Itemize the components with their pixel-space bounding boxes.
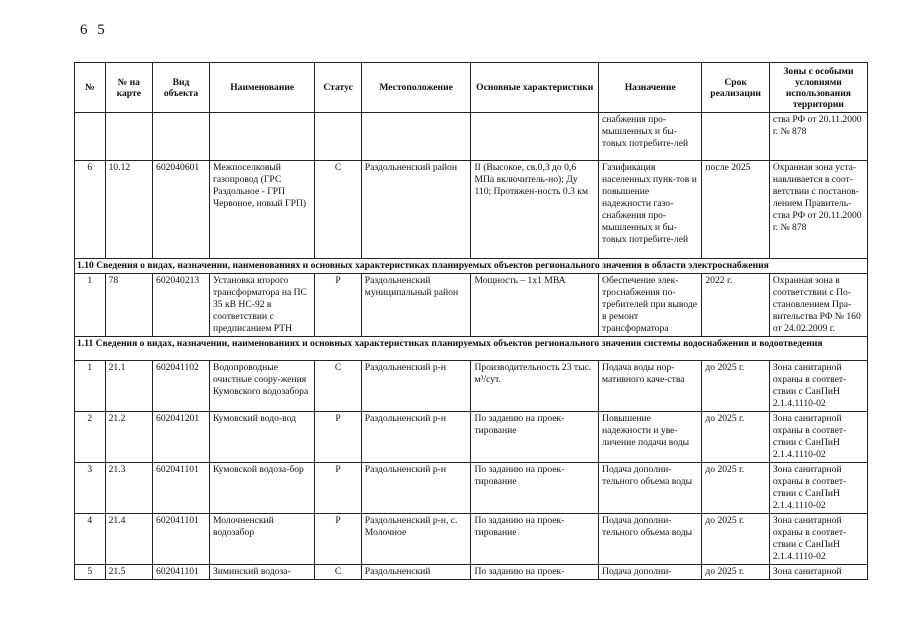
cell-name: Установка второго трансформатора на ПС 35 кВ НС-92 в соответствии с предписанием РТН (209, 274, 314, 337)
cell-kind: 602040601 (153, 161, 210, 259)
header-cell: Местоположение (361, 63, 471, 113)
cell-purpose: Повышение надежности и уве-личение подачи воды (599, 412, 702, 463)
cell-term: до 2025 г. (702, 361, 769, 412)
cell-name: Кумовской водоза-бор (209, 463, 314, 514)
cell-name: Межпоселковый газопровод (ГРС Раздольное - ГРП Червоное, новый ГРП) (209, 161, 314, 259)
cell-chars: По заданию на проек- (471, 565, 599, 580)
cell-chars: По заданию на проек-тирование (471, 514, 599, 565)
cell-chars: Мощность – 1х1 МВА (471, 274, 599, 337)
cell-zones: Зона санитарной охраны в соответ-ствии с СанПиН 2.1.4.1110-02 (769, 463, 867, 514)
header-cell: Зоны с особыми условиями использования территории (769, 63, 867, 113)
cell-status: Р (315, 514, 361, 565)
cell-n: 1 (75, 274, 106, 337)
header-cell: Назначение (599, 63, 702, 113)
cell-status: Р (315, 412, 361, 463)
cell-n: 5 (75, 565, 106, 580)
cell-name: Кумовский водо-вод (209, 412, 314, 463)
cell-purpose: Подача дополни-тельного объема воды (599, 514, 702, 565)
cell-location: Раздольненский р-н (361, 412, 471, 463)
cell-purpose: Обеспечение элек-троснабжения по-требителей при выводе в ремонт трансформатора (599, 274, 702, 337)
cell-location: Раздольненский район (361, 161, 471, 259)
cell-location: Раздольненский муниципальный район (361, 274, 471, 337)
cell-zones: Охранная зона в соответствии с По-становлением Пра-вительства РФ № 160 от 24.02.2009 г. (769, 274, 867, 337)
cell-zones: ства РФ от 20.11.2000 г. № 878 (769, 113, 867, 161)
cell-n: 2 (75, 412, 106, 463)
cell-status: С (315, 565, 361, 580)
cell-kind: 602041201 (153, 412, 210, 463)
cell-purpose: Газификация населенных пунк-тов и повышение надежности газо-снабжения про-мышленных и бы-товых потребите-лей (599, 161, 702, 259)
cell-location: Раздольненский р-н, с. Молочное (361, 514, 471, 565)
cell-purpose: Подача дополни- (599, 565, 702, 580)
cell-map: 21.5 (105, 565, 152, 580)
table-header-row (75, 63, 868, 113)
cell-zones: Охранная зона уста-навливается в соот-ветствии с постанов-лением Правитель-ства РФ от 20.11.2000 г. № 878 (769, 161, 867, 259)
header-cell: Срок реализации (702, 63, 769, 113)
cell-n: 3 (75, 463, 106, 514)
cell-name: Зиминский водоза- (209, 565, 314, 580)
header-cell: № на карте (105, 63, 152, 113)
objects-table (74, 62, 868, 580)
cell-location: Раздольненский (361, 565, 471, 580)
cell-kind: 602041101 (153, 565, 210, 580)
table-row (75, 113, 868, 161)
cell-location: Раздольненский р-н (361, 361, 471, 412)
table-row (75, 361, 868, 412)
cell-n: 6 (75, 161, 106, 259)
cell-zones: Зона санитарной охраны в соответ-ствии с СанПиН 2.1.4.1110-02 (769, 361, 867, 412)
cell-zones: Зона санитарной охраны в соответ-ствии с СанПиН 2.1.4.1110-02 (769, 412, 867, 463)
cell-zones: Зона санитарной охраны в соответ-ствии с СанПиН 2.1.4.1110-02 (769, 514, 867, 565)
header-cell: Наименование (209, 63, 314, 113)
cell-zones: Зона санитарной (769, 565, 867, 580)
cell-term: до 2025 г. (702, 514, 769, 565)
cell-status: Р (315, 274, 361, 337)
header-cell: Основные характеристики (471, 63, 599, 113)
cell-term: до 2025 г. (702, 565, 769, 580)
cell-status: С (315, 361, 361, 412)
cell-map: 10.12 (105, 161, 152, 259)
table-row (75, 565, 868, 580)
section-title: 1.11 Сведения о видах, назначении, наименованиях и основных характеристиках планируемых объектов регионального значения системы водоснабжения и водоотведения (75, 337, 868, 361)
header-cell: Статус (315, 63, 361, 113)
cell-kind: 602041102 (153, 361, 210, 412)
cell-location: Раздольненский р-н (361, 463, 471, 514)
cell-chars: Производительность 23 тыс. м³/сут. (471, 361, 599, 412)
table-row (75, 463, 868, 514)
cell-name: Молочненский водозабор (209, 514, 314, 565)
cell-n: 4 (75, 514, 106, 565)
header-cell: № (75, 63, 106, 113)
cell-map: 21.2 (105, 412, 152, 463)
section-row (75, 259, 868, 274)
cell-purpose: Подача дополни-тельного объема воды (599, 463, 702, 514)
cell-name: Водопроводные очистные соору-жения Кумовского водозабора (209, 361, 314, 412)
cell-status: С (315, 161, 361, 259)
cell-kind: 602041101 (153, 514, 210, 565)
section-row (75, 337, 868, 361)
cell-term: до 2025 г. (702, 412, 769, 463)
cell-map: 21.1 (105, 361, 152, 412)
cell-chars: II (Высокое, св.0,3 до 0,6 МПа включитель-но); Ду 110; Протяжен-ность 0.3 км (471, 161, 599, 259)
table-row (75, 274, 868, 337)
table-row (75, 412, 868, 463)
cell-map: 78 (105, 274, 152, 337)
page-number: 6 5 (80, 22, 108, 38)
table-row (75, 514, 868, 565)
cell-map: 21.3 (105, 463, 152, 514)
cell-chars: По заданию на проек-тирование (471, 412, 599, 463)
cell-n: 1 (75, 361, 106, 412)
cell-kind: 602041101 (153, 463, 210, 514)
cell-term: после 2025 (702, 161, 769, 259)
cell-term: 2022 г. (702, 274, 769, 337)
cell-purpose: снабжения про-мышленных и бы-товых потребите-лей (599, 113, 702, 161)
cell-term: до 2025 г. (702, 463, 769, 514)
cell-kind: 602040213 (153, 274, 210, 337)
cell-status: Р (315, 463, 361, 514)
table-row (75, 161, 868, 259)
header-cell: Вид объекта (153, 63, 210, 113)
cell-purpose: Подача воды нор-мативного каче-ства (599, 361, 702, 412)
section-title: 1.10 Сведения о видах, назначении, наименованиях и основных характеристиках планируемых объектов регионального значения в области электроснабжения (75, 259, 868, 274)
cell-chars: По заданию на проек-тирование (471, 463, 599, 514)
cell-map: 21.4 (105, 514, 152, 565)
